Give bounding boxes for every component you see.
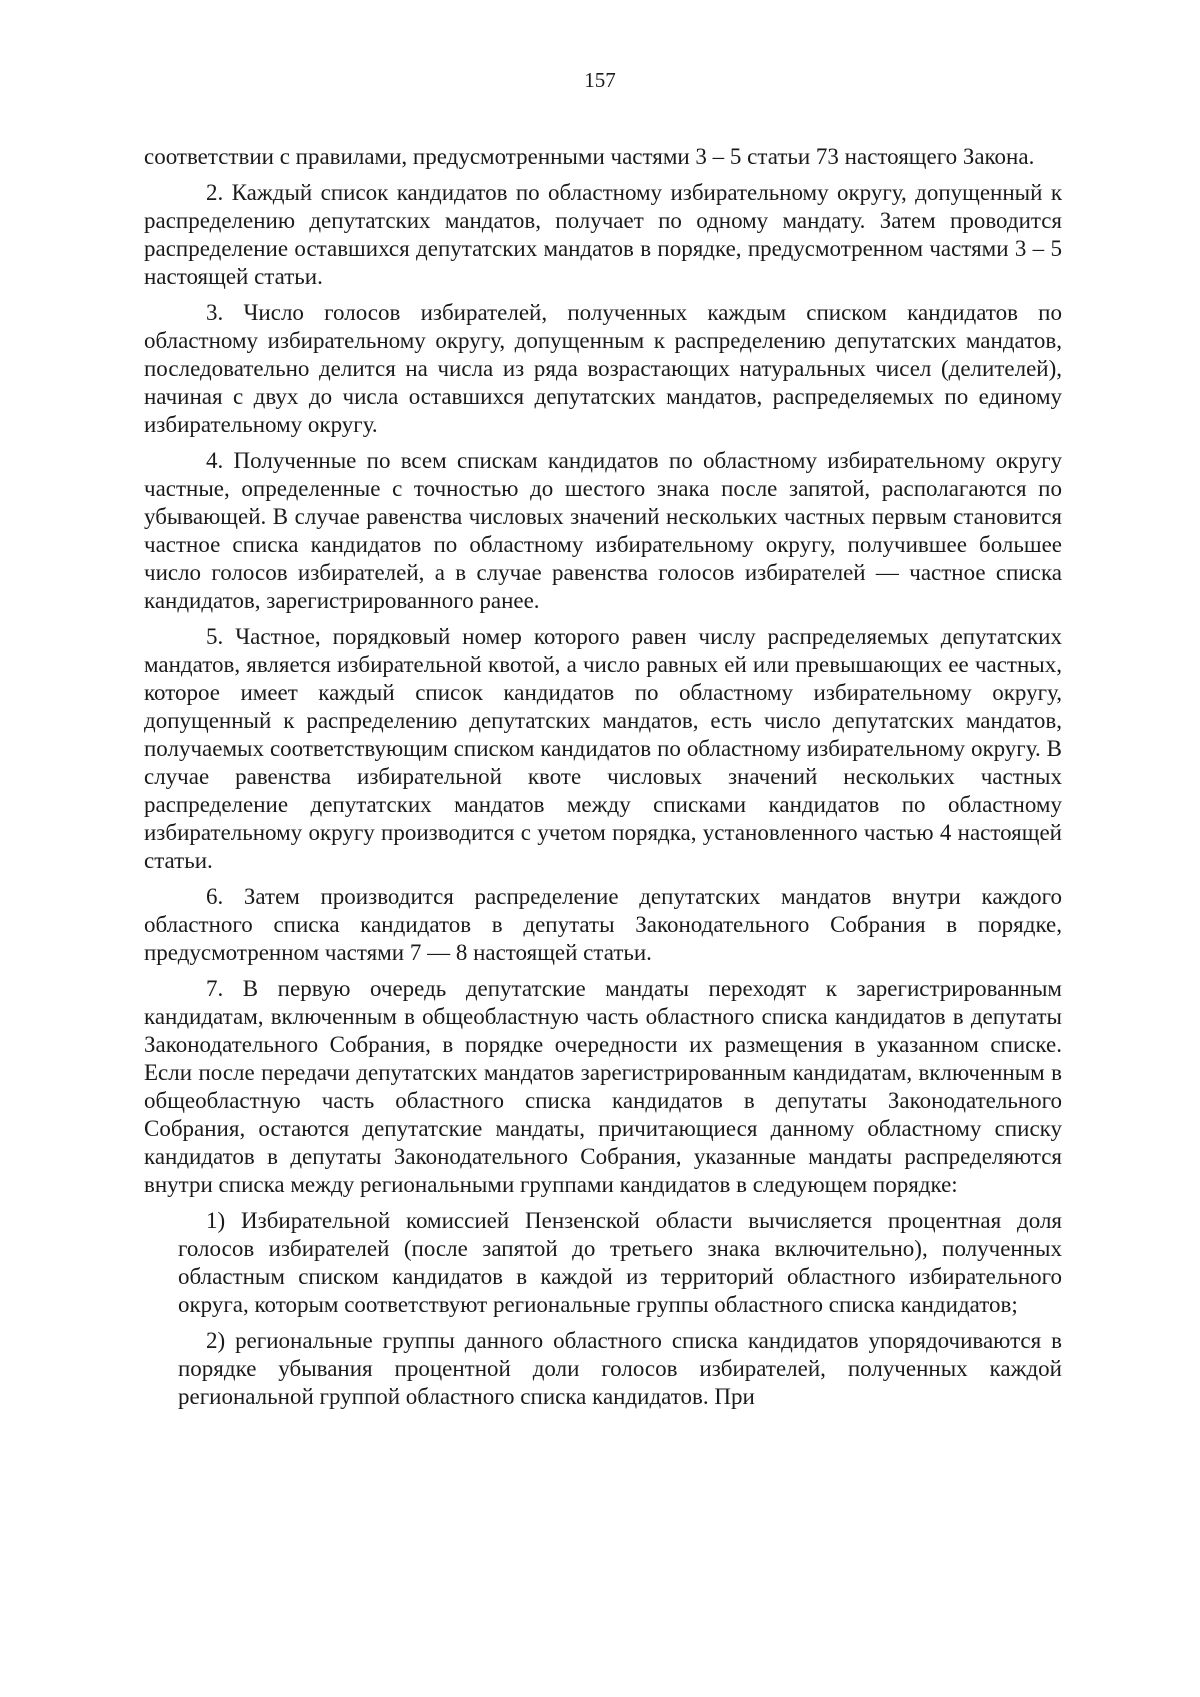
paragraph-3: 3. Число голосов избирателей, полученных каждым списком кандидатов по областному избирательному округу, допущенным к распределению депутатских мандатов, последовательно делится на числа из ряда возрастающих натуральных чисел (делителей), начиная с двух до числа оставшихся депутатских мандатов, распределяемых по единому избирательному округу. [144, 300, 1062, 437]
page-number: 157 [584, 68, 616, 92]
subitem-2: 2) региональные группы данного областного списка кандидатов упорядочиваются в порядке убывания процентной доли голосов избирателей, полученных каждой региональной группой областного списка кандидатов. При [178, 1328, 1062, 1409]
paragraph-2: 2. Каждый список кандидатов по областному избирательному округу, допущенный к распределению депутатских мандатов, получает по одному мандату. Затем проводится распределение оставшихся депутатских мандатов в порядке, предусмотренном частями 3 – 5 настоящей статьи. [144, 180, 1062, 289]
paragraph-7: 7. В первую очередь депутатские мандаты переходят к зарегистрированным кандидатам, включенным в общеобластную часть областного списка кандидатов в депутаты Законодательного Собрания, в порядке очередности их размещения в указанном списке. Если после передачи депутатских мандатов зарегистрированным кандидатам, включенным в общеобластную часть областного списка кандидатов в депутаты Законодательного Собрания, остаются депутатские мандаты, причитающиеся данному областному списку кандидатов в депутаты Законодательного Собрания, указанные мандаты распределяются внутри списка между региональными группами кандидатов в следующем порядке: [144, 976, 1062, 1197]
paragraph-4: 4. Полученные по всем спискам кандидатов по областному избирательному округу частные, определенные с точностью до шестого знака после запятой, располагаются по убывающей. В случае равенства числовых значений нескольких частных первым становится частное списка кандидатов по областному избирательному округу, получившее большее число голосов избирателей, а в случае равенства голосов избирателей — частное списка кандидатов, зарегистрированного ранее. [144, 448, 1062, 613]
subitem-1: 1) Избирательной комиссией Пензенской области вычисляется процентная доля голосов избирателей (после запятой до третьего знака включительно), полученных областным списком кандидатов в каждой из территорий областного избирательного округа, которым соответствуют региональные группы областного списка кандидатов; [178, 1208, 1062, 1317]
paragraph-5: 5. Частное, порядковый номер которого равен числу распределяемых депутатских мандатов, является избирательной квотой, а число равных ей или превышающих ее частных, которое имеет каждый список кандидатов по областному избирательному округу, допущенный к распределению депутатских мандатов, есть число депутатских мандатов, получаемых соответствующим списком кандидатов по областному избирательному округу. В случае равенства избирательной квоте числовых значений нескольких частных распределение депутатских мандатов между списками кандидатов по областному избирательному округу производится с учетом порядка, установленного частью 4 настоящей статьи. [144, 624, 1062, 873]
document-body [144, 143, 1062, 1419]
paragraph-6: 6. Затем производится распределение депутатских мандатов внутри каждого областного списка кандидатов в депутаты Законодательного Собрания в порядке, предусмотренном частями 7 — 8 настоящей статьи. [144, 884, 1062, 965]
paragraph-continuation: соответствии с правилами, предусмотренными частями 3 – 5 статьи 73 настоящего Закона. [144, 144, 1035, 169]
